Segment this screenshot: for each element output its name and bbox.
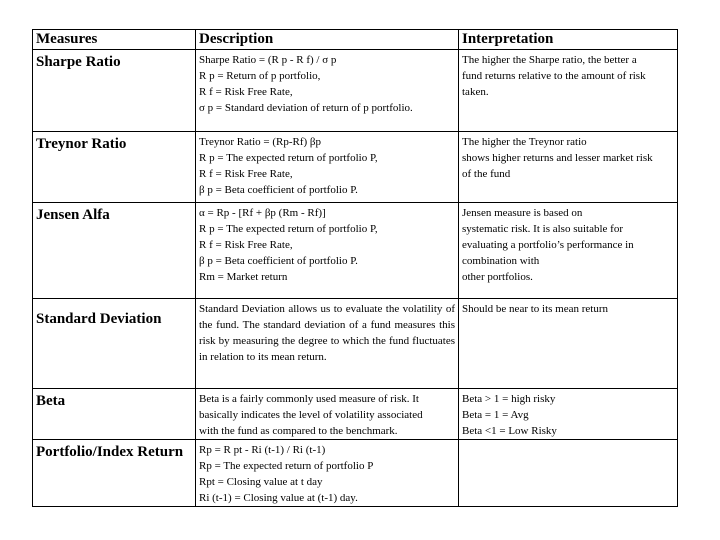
measure-name: Jensen Alfa — [33, 203, 196, 299]
interpretation-line: combination with — [462, 255, 540, 267]
measure-name: Portfolio/Index Return — [33, 440, 196, 507]
description-line: R f = Risk Free Rate, — [199, 239, 293, 251]
description-cell — [196, 203, 459, 299]
interpretation-line: Beta <1 = Low Risky — [462, 425, 557, 437]
description-line: R p = The expected return of portfolio P, — [199, 223, 378, 235]
description-line: R f = Risk Free Rate, — [199, 86, 293, 98]
description-line: Sharpe Ratio = (R p - R f) / σ p — [199, 54, 337, 66]
description-line: β p = Beta coefficient of portfolio P. — [199, 255, 358, 267]
table-row — [33, 132, 678, 203]
description-line: R p = The expected return of portfolio P, — [199, 152, 378, 164]
interpretation-cell — [459, 299, 678, 389]
table-row — [33, 50, 678, 132]
interpretation-line: Should be near to its mean return — [462, 303, 609, 315]
measure-name: Treynor Ratio — [33, 132, 196, 203]
header-measures: Measures — [33, 30, 196, 50]
interpretation-line: of the fund — [462, 168, 511, 180]
description-line: σ p = Standard deviation of return of p portfolio. — [199, 102, 413, 114]
interpretation-line: systematic risk. It is also suitable for — [462, 223, 623, 235]
description-cell — [196, 132, 459, 203]
description-line: basically indicates the level of volatility associated — [199, 409, 423, 421]
interpretation-line: fund returns relative to the amount of risk — [462, 70, 646, 82]
interpretation-line: The higher the Treynor ratio — [462, 136, 587, 148]
interpretation-cell — [459, 389, 678, 440]
interpretation-line: taken. — [462, 86, 489, 98]
interpretation-line: The higher the Sharpe ratio, the better a — [462, 54, 637, 66]
interpretation-line: shows higher returns and lesser market risk — [462, 152, 653, 164]
description-line: R f = Risk Free Rate, — [199, 168, 293, 180]
description-cell — [196, 389, 459, 440]
description-line: with the fund as compared to the benchmark. — [199, 425, 398, 437]
header-row — [33, 30, 678, 50]
measure-name: Standard Deviation — [33, 299, 196, 389]
measure-name: Sharpe Ratio — [33, 50, 196, 132]
interpretation-cell — [459, 203, 678, 299]
measures-table — [32, 29, 678, 507]
table-row — [33, 203, 678, 299]
description-line: R p = Return of p portfolio, — [199, 70, 321, 82]
description-line: Rp = R pt - Ri (t-1) / Ri (t-1) — [199, 444, 326, 456]
description-line: Rp = The expected return of portfolio P — [199, 460, 374, 472]
header-interpretation: Interpretation — [459, 30, 678, 50]
table-row — [33, 299, 678, 389]
table-row — [33, 389, 678, 440]
description-line: Treynor Ratio = (Rp-Rf) βp — [199, 136, 321, 148]
description-cell — [196, 440, 459, 507]
description-cell: Standard Deviation allows us to evaluate the volatility of the fund. The standard deviation of a fund measures this risk by measuring the degree to which the fund fluctuates in relation to its mean return. — [196, 299, 459, 389]
description-line: Rm = Market return — [199, 271, 288, 283]
description-line: Beta is a fairly commonly used measure of risk. It — [199, 393, 419, 405]
interpretation-line: Beta > 1 = high risky — [462, 393, 556, 405]
interpretation-cell — [459, 132, 678, 203]
interpretation-line: other portfolios. — [462, 271, 533, 283]
description-line: Rpt = Closing value at t day — [199, 476, 323, 488]
interpretation-cell — [459, 50, 678, 132]
interpretation-line: Beta = 1 = Avg — [462, 409, 529, 421]
interpretation-cell — [459, 440, 678, 507]
measure-name: Beta — [33, 389, 196, 440]
header-description: Description — [196, 30, 459, 50]
description-line: α = Rp - [Rf + βp (Rm - Rf)] — [199, 207, 326, 219]
description-line: Ri (t-1) = Closing value at (t-1) day. — [199, 492, 358, 504]
description-line: β p = Beta coefficient of portfolio P. — [199, 184, 358, 196]
interpretation-line: Jensen measure is based on — [462, 207, 583, 219]
interpretation-line: evaluating a portfolio’s performance in — [462, 239, 634, 251]
description-cell — [196, 50, 459, 132]
table-row — [33, 440, 678, 507]
